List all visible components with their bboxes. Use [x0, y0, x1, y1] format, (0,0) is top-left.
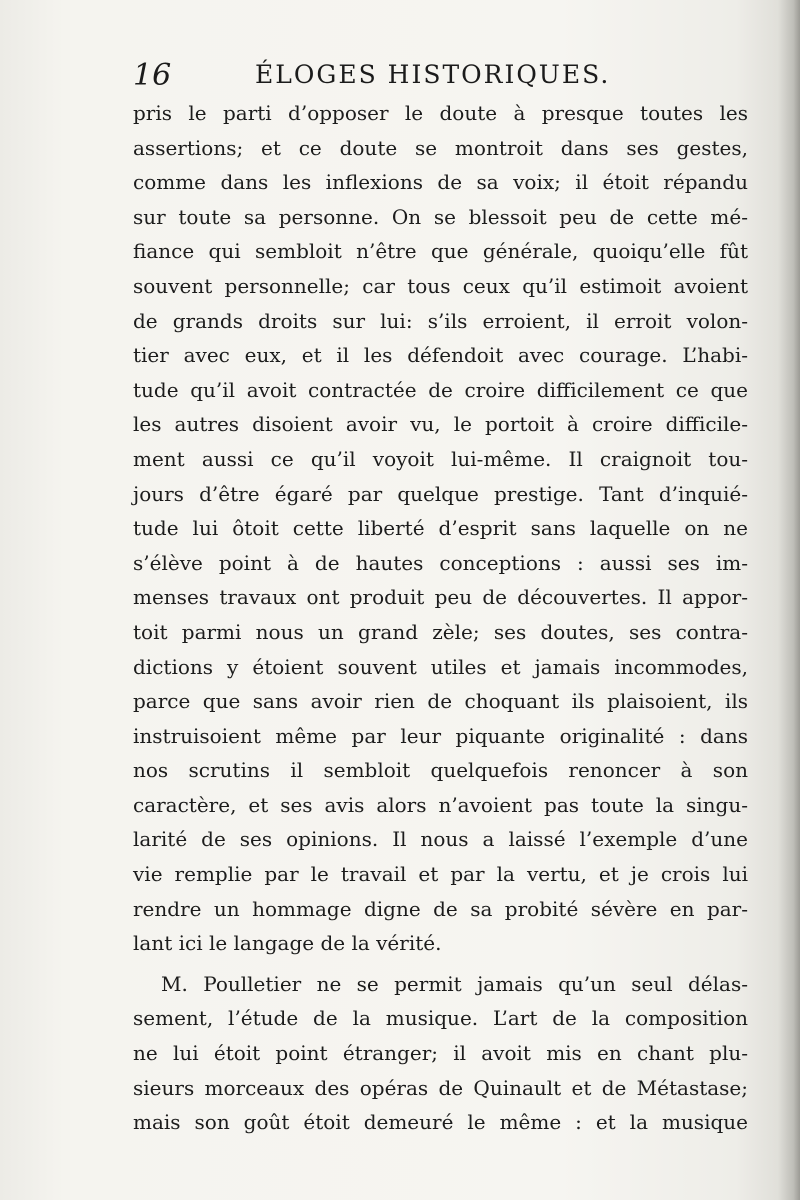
- text-line: parce que sans avoir rien de choquant ils plaisoient, ils: [133, 689, 748, 714]
- text-line: lant ici le langage de la vérité.: [133, 931, 442, 956]
- body-text: [133, 96, 748, 1140]
- text-line: jours d’être égaré par quelque prestige. Tant d’inquié-: [133, 481, 748, 506]
- text-line: M. Poulletier ne se permit jamais qu’un seul délas-: [161, 971, 748, 996]
- text-line: pris le parti d’opposer le doute à presque toutes les: [133, 101, 748, 125]
- running-title: ÉLOGES HISTORIQUES.: [255, 60, 611, 89]
- paragraph-1: [133, 96, 748, 961]
- text-line: sur toute sa personne. On se blessoit peu de cette mé-: [133, 204, 748, 229]
- text-line: nos scrutins il sembloit quelquefois renoncer à son: [133, 758, 748, 783]
- text-line: caractère, et ses avis alors n’avoient pas toute la singu-: [133, 792, 748, 817]
- text-line: vie remplie par le travail et par la vertu, et je crois lui: [133, 862, 748, 887]
- text-line: ne lui étoit point étranger; il avoit mis en chant plu-: [133, 1041, 748, 1066]
- text-line: souvent personnelle; car tous ceux qu’il estimoit avoient: [133, 273, 748, 298]
- text-line: de grands droits sur lui: s’ils erroient, il erroit volon-: [133, 308, 748, 333]
- text-line: toit parmi nous un grand zèle; ses doutes, ses contra-: [133, 619, 748, 644]
- text-line: mais son goût étoit demeuré le même : et la musique: [133, 1110, 748, 1135]
- text-line: menses travaux ont produit peu de découvertes. Il appor-: [133, 585, 748, 610]
- page-edge-shadow: [778, 0, 800, 1200]
- text-line: sement, l’étude de la musique. L’art de la composition: [133, 1006, 748, 1031]
- text-line: instruisoient même par leur piquante originalité : dans: [133, 723, 748, 748]
- text-line: tude qu’il avoit contractée de croire difficilement ce que: [133, 377, 748, 402]
- text-line: fiance qui sembloit n’être que générale, quoiqu’elle fût: [133, 239, 748, 264]
- text-line: rendre un hommage digne de sa probité sévère en par-: [133, 896, 748, 921]
- page-number: 16: [133, 58, 172, 93]
- text-line: tude lui ôtoit cette liberté d’esprit sans laquelle on ne: [133, 516, 748, 541]
- text-line: ment aussi ce qu’il voyoit lui-même. Il craignoit tou-: [133, 446, 748, 471]
- text-line: comme dans les inflexions de sa voix; il étoit répandu: [133, 170, 748, 195]
- page-header: [133, 58, 753, 98]
- paragraph-2: [133, 967, 748, 1140]
- text-line: les autres disoient avoir vu, le portoit à croire difficile-: [133, 412, 748, 437]
- text-line: dictions y étoient souvent utiles et jamais incommodes,: [133, 654, 748, 679]
- text-line: s’élève point à de hautes conceptions : aussi ses im-: [133, 550, 748, 575]
- text-line: sieurs morceaux des opéras de Quinault et de Métastase;: [133, 1075, 748, 1100]
- text-line: tier avec eux, et il les défendoit avec courage. L’habi-: [133, 343, 748, 368]
- text-line: larité de ses opinions. Il nous a laissé l’exemple d’une: [133, 827, 748, 852]
- text-line: assertions; et ce doute se montroit dans ses gestes,: [133, 135, 748, 160]
